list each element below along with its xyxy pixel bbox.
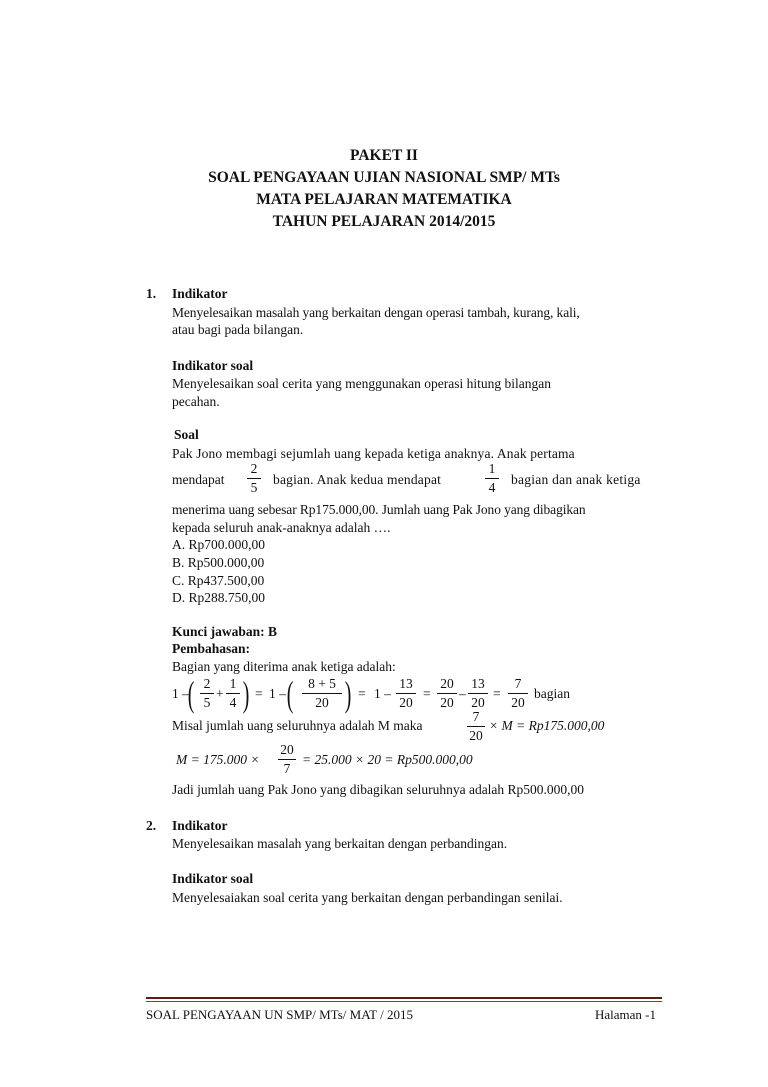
fraction-numerator: 2 [250,461,258,476]
q1-soal-line-1: Pak Jono membagi sejumlah uang kepada ketiga anaknya. Anak pertama [172,446,575,461]
eq-equals: = [493,686,501,701]
q2-indikator-label: Indikator [172,818,228,833]
q1-soal-line-2-b: bagian. Anak kedua mendapat [273,472,442,487]
q1-option-d: D. Rp288.750,00 [172,590,266,605]
eq-fraction [200,677,214,709]
fraction-denominator: 20 [396,693,416,710]
fraction-numerator: 20 [280,742,294,757]
eq-fraction [508,677,528,709]
fraction-numerator: 13 [471,676,485,691]
q1-pembahasan-label: Pembahasan: [172,641,251,656]
q1-number: 1. [146,286,157,301]
fraction-numerator: 13 [399,676,413,691]
eq-one-minus: 1 – [172,686,189,701]
eq-one-minus: 1 – [269,686,286,701]
eq-bagian: bagian [534,686,570,701]
eq-equals: = [423,686,431,701]
q1-indikator-soal-label: Indikator soal [172,358,254,373]
footer-left: SOAL PENGAYAAN UN SMP/ MTs/ MAT / 2015 [146,1007,413,1022]
q1-indikator-label: Indikator [172,286,228,301]
q1-misal-rest: × M = Rp175.000,00 [489,718,605,733]
q2-indikator-soal-label: Indikator soal [172,871,254,886]
eq-fraction [468,677,488,709]
fraction-denominator: 20 [468,693,488,710]
q1-option-c: C. Rp437.500,00 [172,573,265,588]
fraction-denominator: 5 [247,478,261,495]
q1-soal-label: Soal [174,427,199,442]
q1-equation-2-fraction [278,743,296,775]
fraction-numerator: 2 [203,676,211,691]
footer-rule [146,997,662,999]
q2-number: 2. [146,818,157,833]
fraction-denominator: 4 [226,693,240,710]
q1-soal-line-2-c: bagian dan anak ketiga [511,472,641,487]
eq-plus: + [216,686,224,701]
fraction-numerator: 1 [229,676,237,691]
eq-equals: = [255,686,263,701]
fraction-denominator: 4 [485,478,499,495]
fraction-denominator: 5 [200,693,214,710]
fraction-denominator: 20 [302,693,342,710]
q1-fraction-one-quarter [485,462,499,494]
eq-minus: – [459,686,466,701]
q1-option-b: B. Rp500.000,00 [172,555,265,570]
header-line-1: PAKET II [350,147,418,164]
q1-jadi-conclusion: Jadi jumlah uang Pak Jono yang dibagikan seluruhnya adalah Rp500.000,00 [172,782,585,797]
eq-left-paren: ( [286,674,294,714]
q1-misal-text: Misal jumlah uang seluruhnya adalah M maka [172,718,423,733]
eq-fraction [437,677,457,709]
q1-indikator-line-1: Menyelesaikan masalah yang berkaitan dengan operasi tambah, kurang, kali, [172,305,580,320]
fraction-denominator: 20 [437,693,457,710]
eq-one-minus: 1 – [374,686,391,701]
fraction-denominator: 20 [508,693,528,710]
fraction-numerator: 8 + 5 [308,676,336,691]
eq-equals: = [358,686,366,701]
q1-fraction-two-fifths [247,462,261,494]
eq-fraction [302,677,342,709]
eq-right-paren: ) [242,674,250,714]
eq-fraction [396,677,416,709]
q1-kunci-jawaban: Kunci jawaban: B [172,624,278,639]
eq-left-paren: ( [187,674,195,714]
q1-soal-line-3: menerima uang sebesar Rp175.000,00. Jumlah uang Pak Jono yang dibagikan [172,502,586,517]
fraction-numerator: 7 [472,709,480,724]
q1-pembahasan-line-1: Bagian yang diterima anak ketiga adalah: [172,659,396,674]
q1-equation-2-b: = 25.000 × 20 = Rp500.000,00 [302,752,473,767]
fraction-numerator: 20 [440,676,454,691]
header-line-2: SOAL PENGAYAAN UJIAN NASIONAL SMP/ MTs [208,169,560,186]
fraction-denominator: 20 [467,726,485,743]
q1-equation-2-a: M = 175.000 × [176,752,260,767]
fraction-denominator: 7 [278,759,296,776]
fraction-numerator: 7 [514,676,522,691]
eq-right-paren: ) [344,674,352,714]
footer-rule-thin [146,1001,662,1002]
q1-indikator-soal-line-2: pecahan. [172,394,220,409]
q1-misal-fraction [467,710,485,742]
q1-soal-line-2-a: mendapat [172,472,225,487]
footer-page-number: Halaman -1 [595,1007,657,1022]
q1-option-a: A. Rp700.000,00 [172,537,266,552]
q1-soal-line-4: kepada seluruh anak-anaknya adalah …. [172,520,391,535]
header-line-4: TAHUN PELAJARAN 2014/2015 [272,213,496,230]
fraction-numerator: 1 [488,461,496,476]
q1-indikator-soal-line-1: Menyelesaikan soal cerita yang menggunakan operasi hitung bilangan [172,376,552,391]
q1-indikator-line-2: atau bagi pada bilangan. [172,322,304,337]
header-line-3: MATA PELAJARAN MATEMATIKA [256,191,512,208]
q2-indikator-soal-line-1: Menyelesaiakan soal cerita yang berkaitan dengan perbandingan senilai. [172,890,563,905]
eq-fraction [226,677,240,709]
q2-indikator-line-1: Menyelesaikan masalah yang berkaitan dengan perbandingan. [172,836,508,851]
